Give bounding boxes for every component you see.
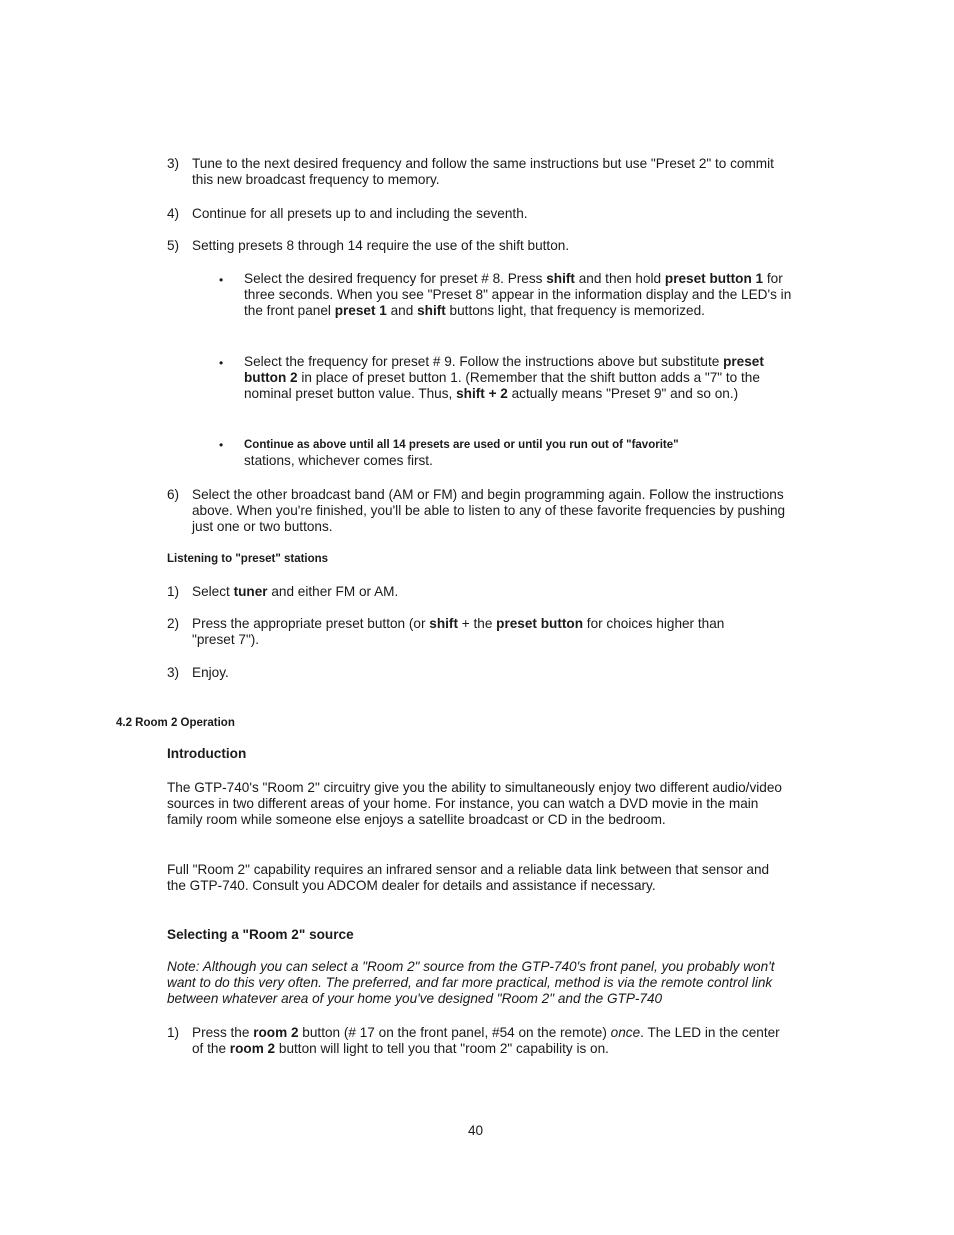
page-number: 40 [468,1123,484,1138]
subheading-selecting-source: Selecting a "Room 2" source [167,927,354,942]
bullet-mark: • [219,438,224,452]
bullet-text: Continue as above until all 14 presets are used or until you run out of "favorite" stations, whichever comes first. [244,439,679,468]
step-number: 1) [167,1025,180,1040]
step-text: Setting presets 8 through 14 require the use of the shift button. [192,238,570,253]
step-number: 6) [167,487,180,502]
step-text: Select tuner and either FM or AM. [192,584,399,599]
bullet-mark: • [219,273,224,287]
step-text: Press the room 2 button (# 17 on the front panel, #54 on the remote) once. The LED in the center of the room 2 button will light to tell you that "room 2" capability is on. [192,1025,780,1056]
step-number: 1) [167,584,180,599]
note-paragraph: Note: Although you can select a "Room 2" source from the GTP-740's front panel, you probably won't want to do this very often. The preferred, and far more practical, method is via the remote control link between whatever area of your home you've designed "Room 2" and the GTP-740 [167,959,775,1006]
section-heading: 4.2 Room 2 Operation [116,717,235,729]
intro-paragraph: Full "Room 2" capability requires an infrared sensor and a reliable data link between that sensor and the GTP-740. Consult you ADCOM dealer for details and assistance if necessary. [167,862,770,893]
step-number: 4) [167,206,180,221]
step-text: Enjoy. [192,665,229,680]
step-number: 3) [167,156,180,171]
bullet-text: Select the frequency for preset # 9. Follow the instructions above but substitute preset button 2 in place of preset button 1. (Remember that the shift button adds a "7" to the nominal preset button value. Thus, shift + 2 actually means "Preset 9" and so on.) [244,354,764,401]
subheading-listening: Listening to "preset" stations [167,553,329,565]
intro-paragraph: The GTP-740's "Room 2" circuitry give you the ability to simultaneously enjoy two different audio/video sources in two different areas of your home. For instance, you can watch a DVD movie in the main family room while someone else enjoys a satellite broadcast or CD in the bedroom. [167,780,782,827]
step-text: Tune to the next desired frequency and follow the same instructions but use "Preset 2" to commit this new broadcast frequency to memory. [192,156,774,187]
step-text: Select the other broadcast band (AM or FM) and begin programming again. Follow the instructions above. When you're finished, you'll be able to listen to any of these favorite frequencies by pushing just one or two buttons. [192,487,786,534]
step-number: 3) [167,665,180,680]
step-number: 5) [167,238,180,253]
step-text: Press the appropriate preset button (or shift + the preset button for choices higher than "preset 7"). [192,616,725,647]
bullet-text: Select the desired frequency for preset # 8. Press shift and then hold preset button 1 for three seconds. When you see "Preset 8" appear in the information display and the LED's in the front panel preset 1 and shift buttons light, that frequency is memorized. [244,271,792,318]
step-text: Continue for all presets up to and including the seventh. [192,206,528,221]
step-number: 2) [167,616,180,631]
subheading-introduction: Introduction [167,746,247,761]
bullet-mark: • [219,356,224,370]
